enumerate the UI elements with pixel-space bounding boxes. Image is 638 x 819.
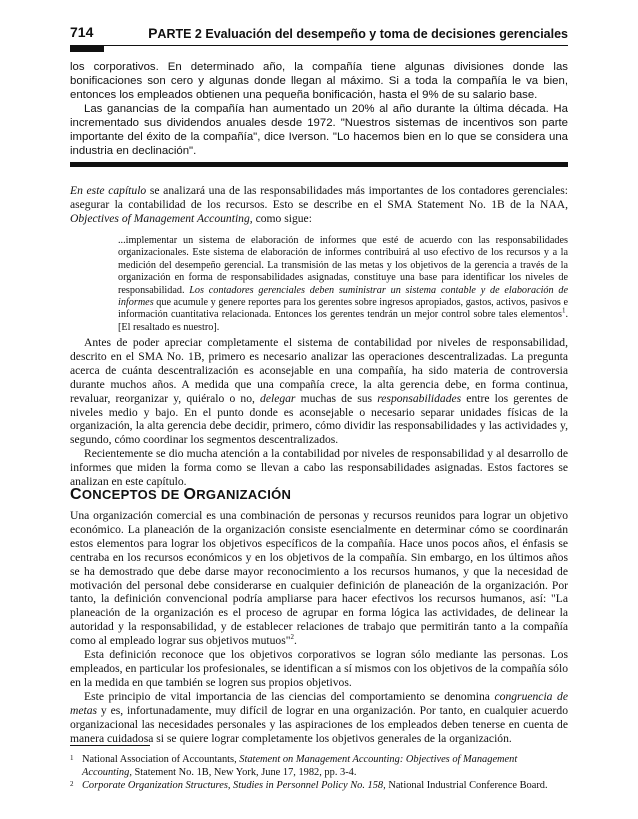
body-p1-text-a: Antes de poder apreciar completamente el sistema de contabilidad por niveles de responsabilidad, descrito en el SMA No. 1B, primero es necesario analizar las operaciones descentralizadas. La pregunta acerca de cuánta descentralización es aconsejable en una compañía, ha sido materia de controversia durante muchos años. A medida que una compañía crece, la alta gerencia debe, en forma continua, revaluar, reorganizar y, quiéralo o no,: [70, 336, 568, 405]
footnote-1-text-b: Statement No. 1B, New York, June 17, 1982, pp. 3-4.: [131, 766, 357, 778]
case-box: [70, 60, 568, 158]
case-box-paragraph-1: los corporativos. En determinado año, la compañía tiene algunas divisiones donde las bonificaciones son cero y algunas donde llegan al máximo. Si a toda la compañía le va bien, entonces los empleados obtienen una pequeña bonificación, hasta el 9% de su salario base.: [70, 61, 568, 101]
section-p3-text-b: y es, infortunadamente, muy difícil de lograr en una organización. Por tanto, en cualquier acuerdo organizacional las necesidades personales y las aspiraciones de los empleados deben tenerse en cuenta de manera cuidadosa si se quiere lograr completamente los objetivos generales de la organización.: [70, 703, 568, 745]
heading-rest-1: ONCEPTOS DE: [81, 487, 184, 502]
footnote-rule: [70, 745, 150, 746]
footnote-1-title: Statement on Management Accounting: Objectives of Management Accounting,: [82, 754, 518, 778]
heading-rest-2: RGANIZACIÓN: [196, 487, 292, 502]
body-p1-text-b: muchas de sus: [295, 391, 378, 405]
footnote-1-text-a: National Association of Accountants,: [82, 754, 240, 765]
case-box-bottom-rule: [70, 162, 568, 167]
footnote-1: [70, 754, 568, 779]
part-title-text: Evaluación del desempeño y toma de decisiones gerenciales: [205, 27, 568, 41]
intro-text-b: como sigue:: [252, 211, 312, 225]
section-paragraph-2: Esta definición reconoce que los objetivos corporativos se logran sólo mediante las personas. Los empleados, en particular los profesionales, se identifican a sí mismos con los objetivos de la compañía sólo en la medida en que también se logren sus propios objetivos.: [70, 648, 568, 689]
section-p1-text: Una organización comercial es una combinación de personas y recursos reunidos para lograr un objetivo económico. La planeación de la organización consiste esencialmente en determinar cómo se coordinarán estos elementos para lograr los objetivos específicos de la compañía. Hace unos pocos años, el énfasis se centraba en los recursos económicos y en los objetivos de la compañía. Sin embargo, en los últimos años se ha demostrado que debe darse mayor reconocimiento a los recursos humanos, y que la necesidad de motivación del personal debe considerarse en cualquier definición de planeación de la organización. Por tanto, la definición convencional podría ampliarse para hacer efectivos los recursos humanos, así: "La planeación de la organización es el proceso de agrupar en forma lógica las actividades, de delinear la autoridad y la responsabilidad, y de establecer relaciones de trabajo que permitirán tanto a la compañía como al empleado lograr sus objetivos mutuos": [70, 509, 568, 648]
part-label-rest: ARTE 2: [157, 27, 202, 41]
intro-cited-title: Objectives of Management Accounting,: [70, 211, 253, 225]
header-tab-marker: [70, 46, 104, 52]
footnotes: [70, 754, 568, 794]
footnote-2-number: 2: [70, 780, 74, 789]
section-paragraph-1: [70, 509, 568, 648]
heading-initial-2: O: [183, 486, 197, 503]
heading-initial-1: C: [70, 486, 82, 503]
footnote-ref-2: 2: [290, 633, 294, 642]
quote-text-c: . [El resaltado es nuestro].: [118, 309, 568, 333]
footnote-1-number: 1: [70, 754, 74, 762]
section-body: [70, 509, 568, 745]
section-p3-text-a: Este principio de vital importancia de las ciencias del comportamiento se denomina: [84, 689, 495, 703]
body-paragraph-1: [70, 336, 568, 447]
intro-lead: En este capítulo: [70, 184, 147, 197]
section-heading: [70, 486, 291, 504]
intro-paragraph: [70, 184, 568, 226]
running-header: [70, 24, 568, 44]
case-box-paragraph-2: Las ganancias de la compañía han aumentado un 20% al año durante la última década. Ha incrementado sus dividendos anuales desde 1972. "Nuestros sistemas de incentivos son parte importante del éxito de la compañía", dice Iverson. "Lo hacemos bien en lo que se considera una industria en declinación".: [70, 103, 568, 157]
header-rule: [70, 45, 568, 46]
intro-text-a: se analizará una de las responsabilidades más importantes de los contadores gerenciales: asegurar la contabilidad de los recursos. Esto se describe en el SMA Statement No. 1B de la NAA,: [70, 184, 569, 211]
part-label-initial: P: [148, 25, 158, 41]
body-p1-text-c: entre los gerentes de niveles medio y bajo. En el punto donde es aconsejable o necesario separar unidades físicas de la organización, la alta gerencia debe decidir, primero, cómo dividir las responsabilidades y las actividades y, segundo, cómo coordinar los segmentos descentralizados.: [70, 391, 568, 447]
section-p1-end: .: [293, 634, 297, 648]
section-paragraph-3: [70, 690, 568, 746]
footnote-2: [70, 780, 568, 793]
quote-text-b: que acumule y genere reportes para los gerentes sobre ingresos apropiados, gastos, activos, pasivos e información cuantitativa relacionada. Entonces los gerentes tendrán un mejor control sobre tales elementos: [118, 297, 568, 321]
block-quote: [118, 235, 568, 334]
quote-text-a: ...implementar un sistema de elaboración de informes que esté de acuerdo con las responsabilidades organizacionales. Este sistema de elaboración de informes contribuirá al uso efectivo de los recursos y a la medición del desempeño gerencial. La transmisión de las metas y los objetivos de la gerencia a través de la organización en forma de responsabilidades asignadas, constituye una base para identificar los niveles de responsabilidad.: [118, 235, 568, 296]
footnote-2-title: Corporate Organization Structures, Studies in Personnel Policy No. 158,: [82, 780, 386, 792]
page-number: 714: [70, 24, 94, 40]
term-congruencia-de-metas: congruencia de metas: [70, 689, 569, 717]
part-title: [148, 25, 568, 41]
body-section-1: [70, 336, 568, 489]
term-responsabilidades: responsabilidades: [377, 391, 462, 405]
term-delegar: delegar: [260, 391, 296, 405]
body-paragraph-2: Recientemente se dio mucha atención a la contabilidad por niveles de responsabilidad y al desarrollo de informes que miden la forma como se llevan a cabo las responsabilidades asignadas. Estos factores se analizan en este capítulo.: [70, 447, 568, 489]
quote-emphasis: Los contadores gerenciales deben suministrar un sistema contable y de elaboración de informes: [118, 284, 568, 309]
footnote-ref-1: 1: [561, 307, 566, 316]
footnote-2-text-b: National Industrial Conference Board.: [385, 780, 548, 792]
